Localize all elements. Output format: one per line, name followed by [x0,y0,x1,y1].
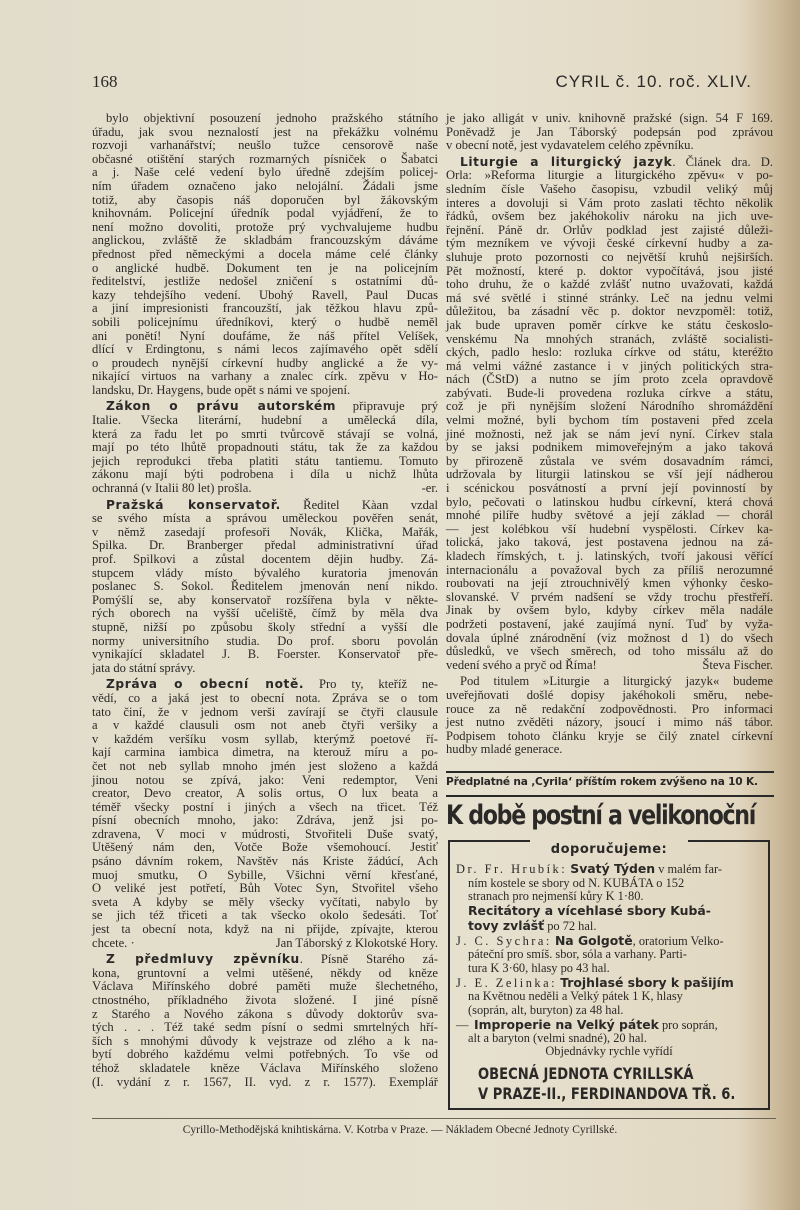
text-line: téměř všecky postní i jiných a všech na třicet. Též [92,799,438,814]
text-line: anglickou, zvláště že skladbám francouzským dáváme [92,233,438,248]
text-line: má velmi vážné zastance i v jiných politických stra- [446,358,773,373]
text-line: tým mezníkem ve vývoji české církevní hudby a za- [446,236,773,251]
text-line: knihovnám. Policejní úředník podal vyjádření, že to [92,206,438,221]
entry-line [456,976,758,991]
text-line: bytí dobrého každému velmi potřebných. To vše od [92,1047,438,1062]
text-line: z Starého a Nového zákona s důvody doktorův sva- [92,1006,438,1021]
advert-entries [456,862,758,1046]
section-heading: Zpráva o obecní notě. [106,677,305,692]
text-line: Pět možností, které p. doktor vypočítává, jsou jisté [446,263,773,278]
text-run: Ředitel Kàan vzdal [280,497,438,512]
text-line [92,499,438,513]
text-line: Orla: »Reforma liturgie a liturgického zpěvu« v po- [446,168,773,183]
entry-desc: pro soprán, [658,1017,718,1032]
entry-title: Trojhlasé sbory k pašijím [560,974,734,990]
text-line: vědí, co a jaká jest to obecní nota. Zpráva se o tom [92,690,438,705]
entry-line [456,919,758,934]
entry-line: (soprán, alt, buryton) za 48 hal. [468,1003,624,1018]
subscription-notice: Předplatné na ‚Cyrila‘ příštím rokem zvýšeno na 10 K. [446,776,758,788]
advert-entry [456,1018,758,1046]
text-line: mají po této lhůtě propadnouti státu, tak že za každou [92,440,438,455]
text-line: má své světlé i stinné stránky. Leč na jednu velmi [446,290,773,305]
text-line: tolická, jako taková, jest postavena jednou na zá- [446,535,773,550]
page-number: 168 [92,72,118,91]
text-line: čet not neb syllab mnoho jmén jest složeno a každá [92,758,438,773]
signature: Jan Táborský z Klokotské Hory. [275,935,438,950]
publisher-address: V PRAZE-II., FERDINANDOVA TŘ. 6. [478,1084,736,1103]
entry-author: J. E. Zelinka: [456,975,558,990]
text-line: podržeti postavení, jaké zaujímá nyní. Tuď by vyža- [446,616,773,631]
entry-line [456,862,758,877]
text-line: i scénickou posvátností a první její povinností by [446,481,773,496]
text-line: rozvoji varhanářství; neušlo tužce censorově naše [92,138,438,153]
section-heading: Zákon o právu autorském [106,399,337,414]
text-line: udržovala by liturgii latinskou se vší její nádherou [446,467,773,482]
entry-title: tovy zvlášť [468,917,545,933]
text-line: v němž zasedají profesoři Novák, Klička, Mařák, [92,524,438,539]
recommend-heading: doporučujeme: [550,842,668,857]
text-line: jejich reprodukci třeba platiti státu tantiemu. Tomuto [92,453,438,468]
text-line: se jich též třiceti a tak všecko okolo šedesáti. Toť [92,908,438,923]
text-run: . Článek dra. D. [672,154,773,169]
text-line: landsku, Dr. Haygens, bude opět s námi ve spojení. [92,382,351,397]
entry-title: Recitátory a vícehlasé sbory Kubá- [468,903,711,919]
text-line: ním úřadem označeno jako nelojální. Žádali jsme [92,178,438,193]
section-heading: Z předmluvy zpěvníku [106,952,300,967]
paragraph [92,678,438,950]
paragraph [446,112,773,153]
text-line: poslanec S. Sokol. Ředitelem jmenován není nikdo. [92,579,438,594]
text-line: Italie. Všecka literární, hudební a umělecká díla, [92,413,438,428]
text-run: chcete. · [92,935,135,950]
entry-desc: v malém far- [655,862,722,876]
entry-line [456,934,758,949]
text-line: sledním čísle Vašeho časopisu, vzbudil veliký můj [446,181,773,196]
text-line: psáno dávním rokem, Navštěv nás Kriste žádúcí, Ach [92,854,438,869]
text-line: rouce za ně redakční zodpovědnosti. Pro informaci [446,701,773,716]
entry-line [456,904,758,919]
text-line: je jako alligát v univ. knihovně pražské (sign. 54 F 169. [446,111,773,125]
publisher-name: OBECNÁ JEDNOTA CYRILLSKÁ [478,1064,694,1083]
signature: Števa Fischer. [702,657,773,672]
text-line: sobili policejnímu úředníkovi, který o hudbě neměl [92,314,438,329]
advert-entry [456,976,758,1018]
text-line: zdravena, V moci v múdrosti, Stvořiteli Duše svatý, [92,826,438,841]
entry-author: — [456,1017,471,1032]
entry-desc: po 72 hal. [544,918,597,933]
text-line: Poněvadž je Jan Táborský podepsán pod zprávou [446,124,773,139]
text-line: ctnostného, příkladného života složené. I jiné písně [92,993,438,1007]
text-line: ších s mnohými důvody k vejstraze od zlého a k na- [92,1033,438,1048]
order-note: Objednávky rychle vyřídí [545,1044,673,1058]
text-line: v každém veršíku vosm syllab, kterýmž poetové ří- [92,731,438,746]
divider [446,795,774,797]
entry-title: Svatý Týden [570,861,656,876]
text-line: ani ponětí! Nyní doufáme, že náš přítel Velíšek, [92,328,438,343]
text-line [92,678,438,692]
text-line: totiž, aby časopis náš doporučen byl žákovským [92,192,438,207]
text-line: dovala úplné znárodnění (viz možnost d 1) do všech [446,630,773,645]
paragraph [92,499,438,676]
text-line: a v každé clausuli osm not aneb čtyři veršiky a [92,718,438,733]
text-line: Utěšený nám den, Votče Bože všemohoucí. Jestiť [92,840,438,855]
text-line: jinou notou se zpívá, jako: Veni redemptor, Veni [92,772,438,787]
text-line: bylo objektivní posouzení jednoho pražského státního [106,111,438,125]
text-line: tato činí, že v jednom verši zavírají se čtyři clausule [92,704,438,719]
text-line: řádků, ovšem bez jakéhokoliv nároku na jich uve- [446,209,773,224]
text-line: (I. vydání z r. 1567, II. vyd. z r. 1577). Exemplář [92,1074,438,1089]
paragraph [92,953,438,1089]
text-line [446,659,773,673]
text-line: toho druhu, že o každé zvlášť nutno uvažovati, každá [446,277,773,292]
text-line: přednost před německými a docela máme celé články [92,246,438,261]
text-line: dlící v Erdingtonu, s námi lecos zajímavého opět sdělí [92,342,438,357]
advert-box [448,840,770,1110]
text-line [92,953,438,967]
text-line [446,156,773,170]
text-line: úřadu, jak svou neznalostí jest na překážku volnému [92,124,438,139]
text-line: uveřejňovati došlé dopisy jakéhokoli směru, nebe- [446,687,773,702]
text-line: sluhuje proto pozornosti co největší kruhů nejširších. [446,249,773,264]
entry-line [456,1018,758,1033]
text-line: řejnění. Páně dr. Orlův podklad jest zajisté důleži- [446,222,773,237]
text-line: ředitelství, jestliže nedošel zničení s ostatními dů- [92,274,438,289]
text-line: vynikající skladatel J. B. Foerster. Konservatoř pře- [92,647,438,662]
text-line: o proudech nynější církevní hudby anglické a že vy- [92,355,438,370]
text-line: Václava Miřínského dobré paměti muže šlechetného, [92,979,438,994]
text-line: Jinak by ovšem bylo, kdyby církev měla nadále [446,603,773,618]
text-line: — jest kolébkou vší hudební vyspělosti. Církev ka- [446,521,773,536]
text-run: připravuje prý [336,399,438,414]
text-line: Pomýšlí se, aby konservatoř rozšířena byla v někte- [92,592,438,607]
text-line: kají carmina iambica dimetra, na kterouž míru a po- [92,745,438,760]
text-line: normy universitního studia. Do prof. sboru povolán [92,633,438,648]
entry-title: Na Golgotě [554,932,633,948]
text-line: muoj smutku, O Sybille, Všichni věrní křesťané, [92,867,438,882]
text-line: která za řadu let po smrti tvůrcově stávají se volná, [92,426,438,441]
text-run: ochranná (v Italii 80 let) prošla. [92,481,252,496]
text-line: slovanské. V prvém nadšení se vždy trochu přestřeří. [446,589,773,604]
text-run: vedení svého a pryč od Říma! [446,657,597,672]
text-line: písní obecních mnoho, jako: Zdráva, jenž jsi po- [92,813,438,828]
text-line: o anglické hudbě. Dokument ten je na policejním [92,260,438,275]
text-line: tých . . . Též také sedm písní o sedmi smrtelných hří- [92,1020,438,1035]
entry-line: stranach pro nejmenší kůry K 1·80. [468,889,644,904]
entry-desc: , oratorium Velko- [632,933,724,948]
entry-author: Dr. Fr. Hrubík: [456,862,568,876]
text-line: se svého místa a správou uměleckou pověřen senát, [92,511,438,526]
text-line: prof. Spilkovi a zůstal docentem dějin hudby. Zá- [92,552,438,566]
text-line: což je při nynějším složení Národního shromáždění [446,399,773,414]
text-line: creator, Devo creator, A solis ortus, O lux beata a [92,786,438,801]
text-line: jest nutno zvěděti názory, jsoucí i mimo náš tábor. [446,715,773,730]
text-line: stupně, nižší po způsobu školy střední a vyšší dle [92,619,438,634]
running-head: CYRIL č. 10. roč. XLIV. [555,72,752,91]
text-line: nách (ČStD) a nutno se jím proto zcela opravdově [446,372,773,387]
entry-title: Improperie na Velký pátek [474,1016,659,1032]
text-line: ckých, padlo heslo: rozluka církve od státu, kteréžto [446,345,773,360]
entry-line: alt a baryton (velmi snadné), 20 hal. [468,1031,647,1046]
text-line: důležitou, ba zásadní věc p. doktor nevzpoměl: totiž, [446,304,773,319]
entry-line: na Květnou neděli a Velký pátek 1 K, hlasy [468,989,683,1004]
text-line: jest ta obecní nota, když na ni přijde, zpívajte, kterou [92,922,438,937]
advert-entry [456,904,758,933]
text-line: jak bude upraven poměr církve ke státu českoslo- [446,317,773,332]
printer-footer: Cyrillo-Methodějská knihtiskárna. V. Kotrba v Praze. — Nákladem Obecné Jednoty Cyrillské. [182,1124,618,1136]
text-line: hudby mladé generace. [446,742,563,757]
text-line [92,482,438,496]
footer-rule [92,1118,776,1119]
text-line: Pod titulem »Liturgie a liturgický jazyk« budeme [460,674,773,689]
section-heading: Pražská konservatoř. [106,497,281,512]
text-run: . Písně Starého zá- [299,952,438,967]
entry-line: tura K 3·60, hlasy po 43 hal. [468,960,610,975]
text-line: O veliké jest potřetí, Bůh Votec Syn, Stvořitel všeho [92,881,438,896]
text-line [92,937,438,951]
section-heading: Liturgie a liturgický jazyk [460,154,673,169]
text-line: kladech římských, t. j. latinských, tvoří jakousi věřící [446,549,773,563]
text-line: občasné otištění starých rozmarných písniček o Šabatci [92,151,438,166]
text-line: sveta A kdyby se měly všecky vyčítati, nabylo by [92,894,438,909]
left-column [92,112,438,1092]
text-line: Spilka. Dr. Branberger předal administrativní úřad [92,538,438,553]
paragraph [92,112,438,397]
text-run: Pro ty, kteříž ne- [304,677,438,692]
text-line: a jiní impresionisti francouzští, jak těžkou hlavu způ- [92,301,438,316]
advert-headline: K době postní a velikonoční [446,800,756,831]
entry-author: J. C. Sychra: [456,933,552,948]
text-line: bylo, pečovati o latinskou hudbu církevní, která chová [446,494,773,509]
text-line: kazy tehdejšího vedení. Ubohý Ravell, Paul Ducas [92,287,438,302]
text-line: zákonu mají býti podrobena i díla u nichž lhůta [92,467,438,482]
right-column [446,112,773,760]
text-line: interes a dovoluji si Vám proto zaslati těchto několik [446,195,773,210]
advert-entry [456,934,758,976]
text-line: téhož skladatele kněze Václava Miřínského složeno [92,1060,438,1075]
advert-entry [456,862,758,904]
text-line: internacionálu a považoval bych za příliš nerozumné [446,562,773,577]
entry-line: ním kostele se sbory od N. KUBÁTA o 152 [468,875,685,890]
text-line: v obecní notě, jest vydavatelem celého zpěvníku. [446,138,694,153]
text-line: by přirozeně zůstala ve svém dosavadním rámci, [446,453,773,468]
text-line: by se jaksi podnikem mimoveřejným a jako taková [446,440,773,455]
paragraph [446,675,773,757]
paragraph [446,156,773,673]
text-line: a j. Naše celé vedení bylo úředně zdejším policej- [92,165,438,180]
paragraph [92,400,438,495]
entry-line: páteční pro smíš. sbor, sóla a varhany. Parti- [468,947,687,962]
text-line: zabývati. Bude-li provedena rozluka církve a státu, [446,385,773,400]
text-line: není možno dovoliti, protože prý vychvalujeme hudbu [92,219,438,234]
text-line: kona, gruntovní a velmi utěšené, někdy od kněze [92,965,438,980]
text-line: stupcem vlády místo bývalého kuratoria jmenován [92,565,438,580]
text-line: důsledků, ve všech směrech, od toho missálu až do [446,644,773,659]
text-line: mnohé pilíře hudby světové a její základ — chorál [446,508,773,523]
text-line: nikající virtuos na varhany a znalec círk. zpěvu v Ho- [92,369,438,384]
text-line: jiné možnosti, než jak se nám jeví nyní. Církev stala [446,426,773,441]
text-line: rých oborech na vyšší učeliště, čímž by měla dva [92,606,438,621]
text-line: velmi možné, byli bychom tím postaveni před zcela [446,413,773,428]
text-line: Podpisem tohoto článku kryje se čilý znatel církevní [446,728,773,743]
text-line: roubovati na její ztrouchnivělý kmen výhonky česko- [446,576,773,591]
text-line: jata do státní správy. [92,660,196,675]
signature: -er. [421,481,438,496]
text-line [92,400,438,414]
text-line: venskému Na mnohých stranách, zvláště socialisti- [446,331,773,346]
divider [446,771,774,773]
